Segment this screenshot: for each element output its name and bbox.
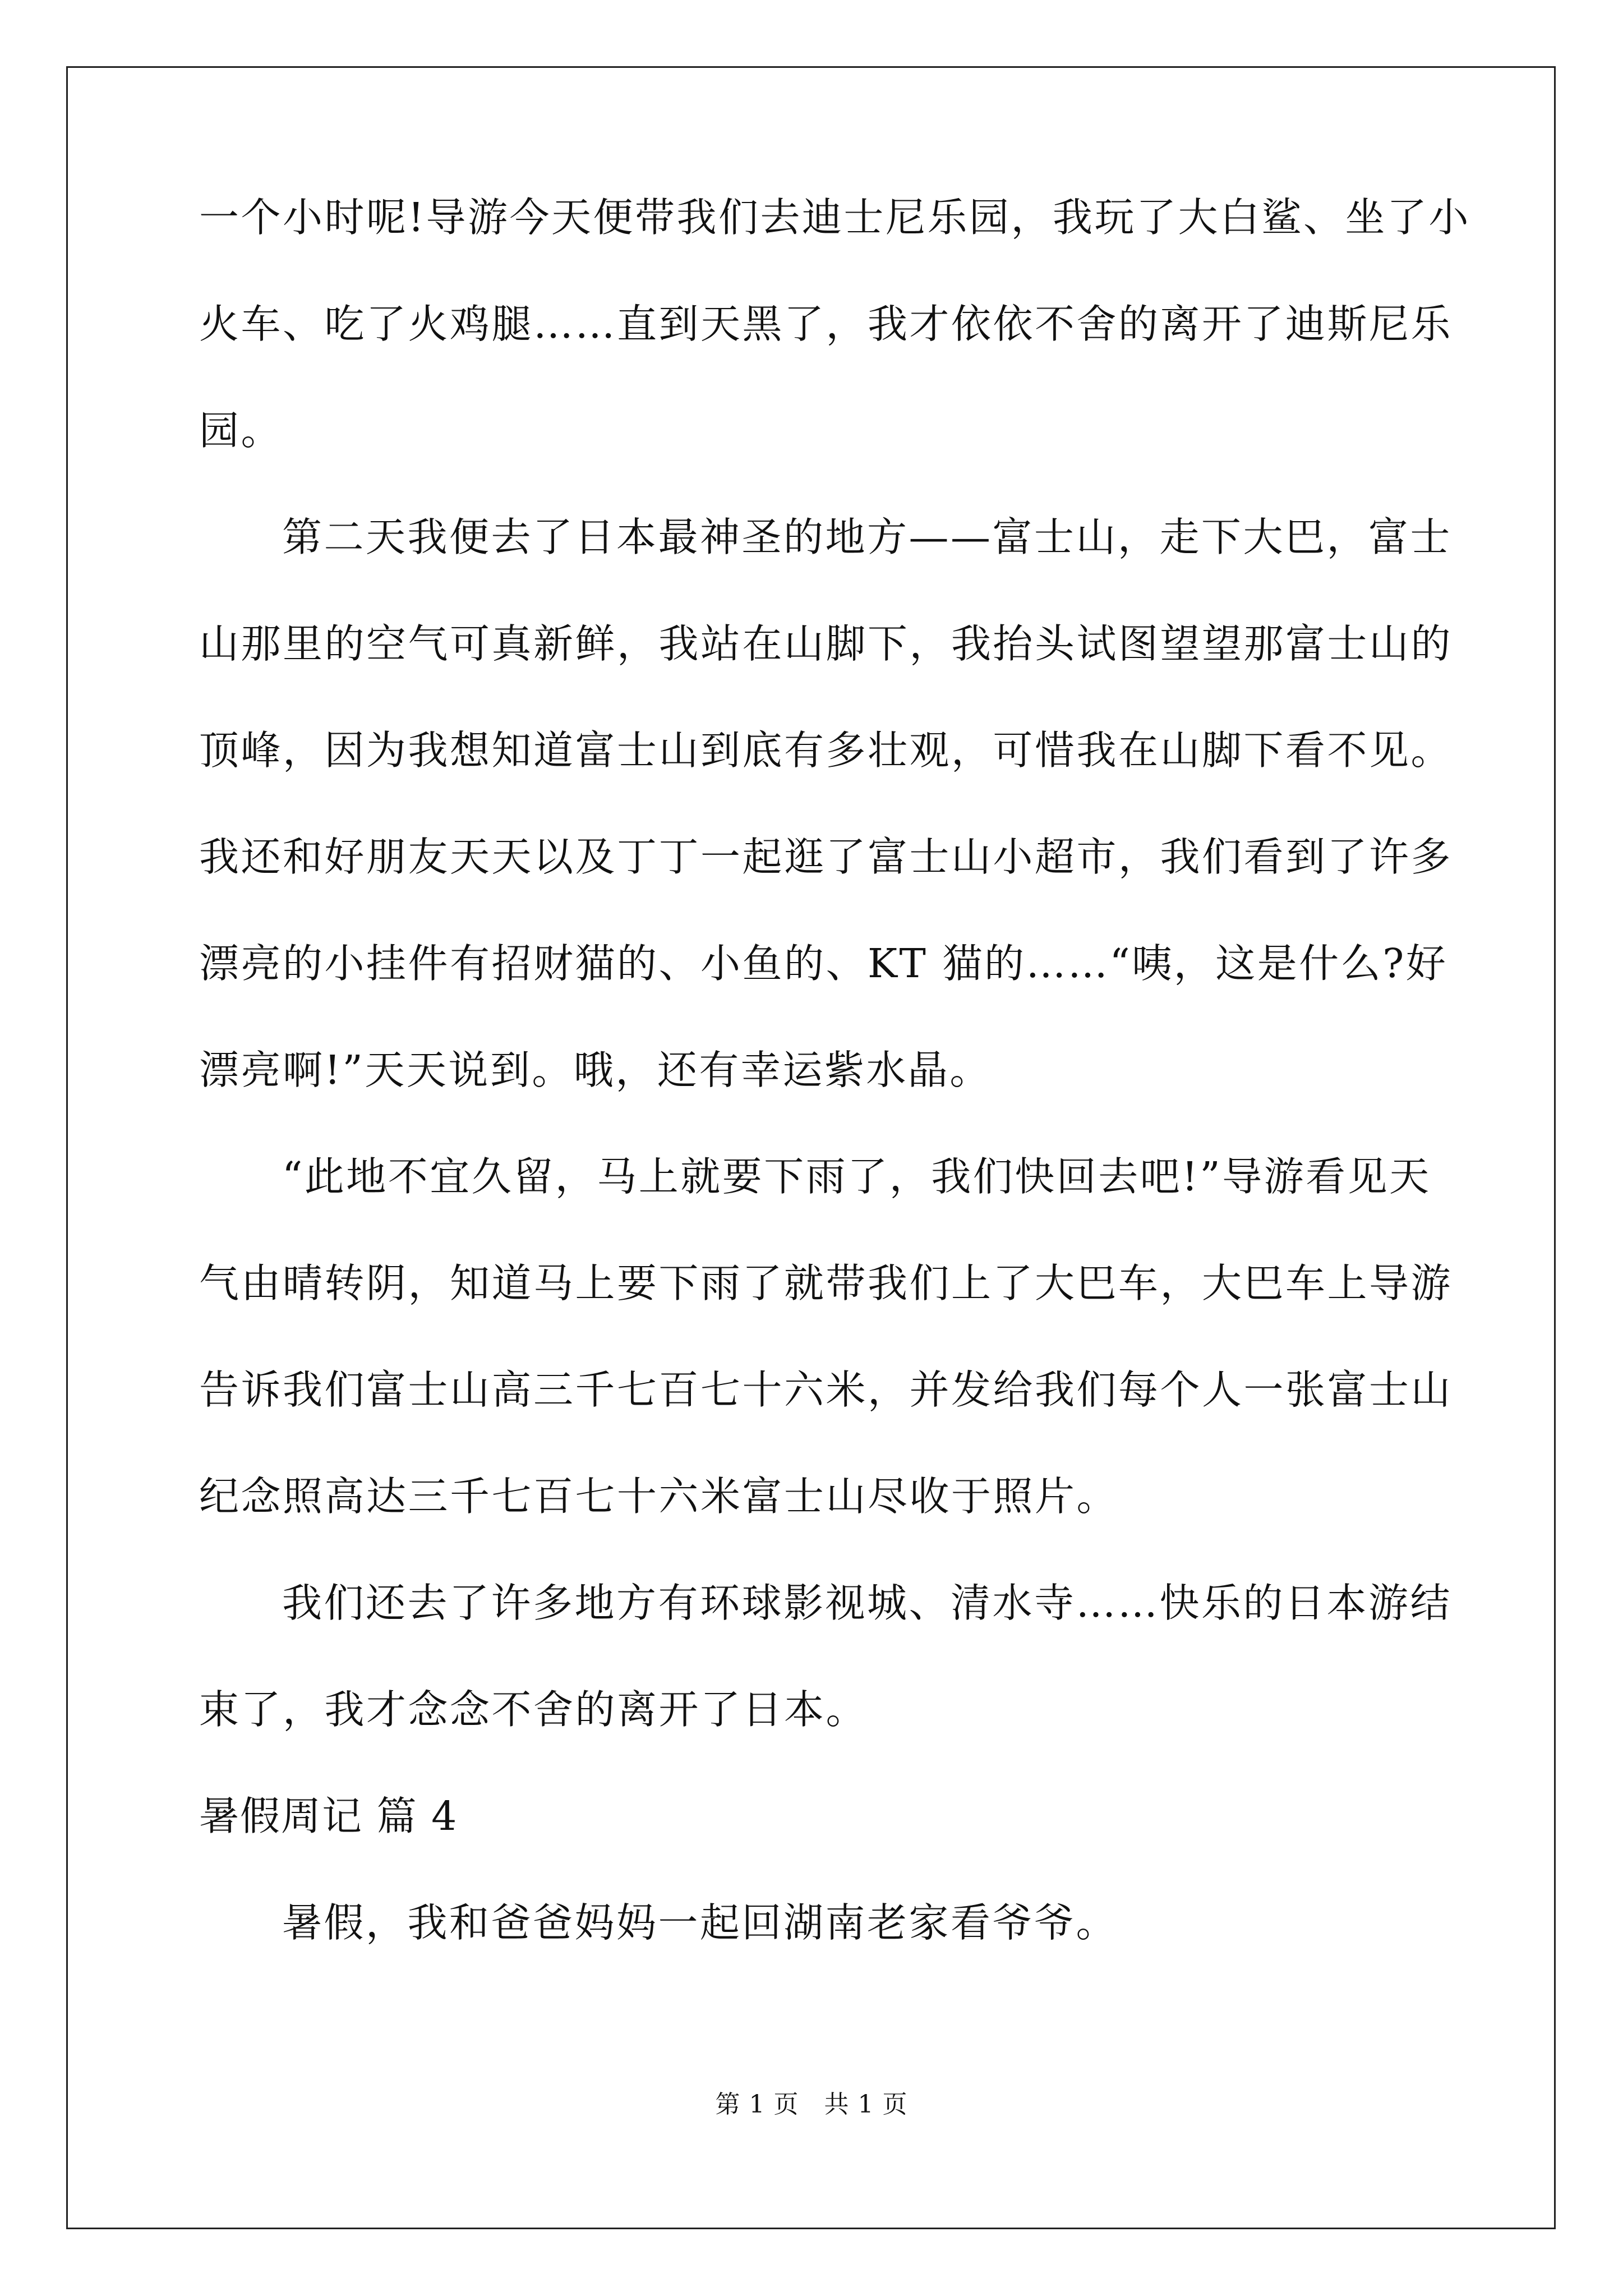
text-line: 气由晴转阴，知道马上要下雨了就带我们上了大巴车，大巴车上导游 (199, 1260, 1453, 1306)
paragraph-first-line: 暑假，我和爸爸妈妈一起回湖南老家看爷爷。 (282, 1899, 1118, 1946)
paragraph-first-line: 我们还去了许多地方有环球影视城、清水寺……快乐的日本游结 (282, 1580, 1453, 1626)
text-line: 我还和好朋友天天以及丁丁一起逛了富士山小超市，我们看到了许多 (199, 834, 1453, 880)
text-line: 顶峰，因为我想知道富士山到底有多壮观，可惜我在山脚下看不见。 (199, 727, 1453, 774)
text-line: 漂亮啊!”天天说到。哦，还有幸运紫水晶。 (199, 1047, 992, 1093)
text-line: 告诉我们富士山高三千七百七十六米，并发给我们每个人一张富士山 (199, 1366, 1453, 1413)
paragraph-first-line: “此地不宜久留，马上就要下雨了，我们快回去吧!”导游看见天 (282, 1153, 1431, 1200)
text-line: 纪念照高达三千七百七十六米富士山尽收于照片。 (199, 1473, 1119, 1520)
text-line: 束了，我才念念不舍的离开了日本。 (199, 1686, 868, 1733)
document-body (199, 191, 1471, 2003)
text-line: 山那里的空气可真新鲜，我站在山脚下，我抬头试图望望那富士山的 (199, 620, 1453, 667)
section-heading: 暑假周记 篇 4 (199, 1793, 458, 1839)
text-line: 漂亮的小挂件有招财猫的、小鱼的、KT 猫的……“咦，这是什么?好 (199, 940, 1448, 987)
page-number-footer: 第 1 页 共 1 页 (715, 2090, 908, 2119)
text-line: 火车、吃了火鸡腿……直到天黑了，我才依依不舍的离开了迪斯尼乐 (199, 301, 1453, 347)
text-line: 园。 (199, 407, 283, 454)
text-line: 一个小时呢!导游今天便带我们去迪士尼乐园，我玩了大白鲨、坐了小 (199, 194, 1471, 241)
paragraph-first-line: 第二天我便去了日本最神圣的地方——富士山，走下大巴，富士 (282, 514, 1453, 560)
